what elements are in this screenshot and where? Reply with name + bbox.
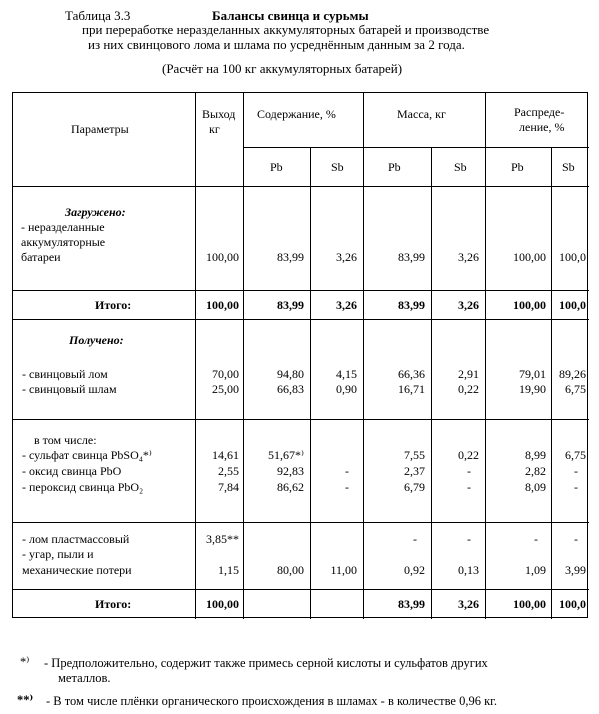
cell-yield: 2,55 — [218, 464, 239, 478]
row-name: - неразделанные — [21, 220, 105, 234]
cell-yield: 100,00 — [206, 298, 239, 312]
cell-pb-dist: 100,00 — [513, 597, 546, 611]
cell-sb-content: 0,90 — [336, 382, 357, 396]
header-yield: Выход — [202, 107, 236, 121]
cell-sb-mass: 2,91 — [458, 367, 479, 381]
cell-yield: 7,84 — [218, 480, 239, 494]
cell-pb-content: 83,99 — [277, 298, 304, 312]
row-name: - свинцовый шлам — [22, 382, 117, 396]
row-name: - угар, пыли и — [22, 547, 94, 561]
cell-pb-mass: - — [413, 532, 417, 546]
table-label: Таблица 3.3 — [65, 8, 131, 23]
cell-pb-dist: 8,99 — [525, 448, 546, 462]
cell-sb-mass: 0,22 — [458, 382, 479, 396]
footnote-1-cont: металлов. — [58, 671, 111, 685]
header-distribution: Распреде- — [514, 105, 565, 119]
rule — [13, 319, 589, 320]
cell-sb-content: 3,26 — [336, 298, 357, 312]
cell-sb-mass: 3,26 — [458, 298, 479, 312]
rule — [310, 147, 311, 619]
rule — [485, 93, 486, 619]
row-name: - свинцовый лом — [22, 367, 108, 381]
row-name: - пероксид свинца PbO₂ — [22, 480, 144, 494]
rule — [13, 589, 589, 590]
cell-pb-mass: 0,92 — [404, 563, 425, 577]
cell-sb-dist: - — [574, 480, 578, 494]
cell-sb-mass: - — [467, 480, 471, 494]
cell-pb-content: 92,83 — [277, 464, 304, 478]
caption-line-2: из них свинцового лома и шлама по усреднённым данным за 2 года. — [88, 37, 465, 52]
cell-pb-content: 86,62 — [277, 480, 304, 494]
cell-pb-mass: 83,99 — [398, 298, 425, 312]
caption-line-1: при переработке неразделанных аккумуляторных батарей и производстве — [82, 22, 490, 37]
cell-yield: 70,00 — [212, 367, 239, 381]
rule — [195, 93, 196, 619]
cell-yield: 100,00 — [206, 597, 239, 611]
section-including: в том числе: — [34, 433, 97, 447]
footnote-2: - В том числе плёнки органического происхождения в шламах - в количестве 0,96 кг. — [46, 694, 498, 708]
rule — [243, 93, 244, 619]
cell-sb-dist: 3,99 — [565, 563, 586, 577]
rule — [431, 147, 432, 619]
header-sb: Sb — [331, 160, 344, 174]
cell-pb-dist: 8,09 — [525, 480, 546, 494]
cell-pb-dist: 19,90 — [519, 382, 546, 396]
header-params: Параметры — [71, 122, 129, 136]
cell-pb-mass: 7,55 — [404, 448, 425, 462]
header-yield-unit: кг — [209, 122, 220, 136]
cell-pb-mass: 83,99 — [398, 597, 425, 611]
cell-sb-mass: - — [467, 532, 471, 546]
total-label: Итого: — [95, 298, 132, 312]
header-distribution-2: ление, % — [519, 120, 565, 134]
rule — [13, 290, 589, 291]
header-content: Содержание, % — [257, 107, 336, 121]
cell-sb-dist: 100,0 — [559, 597, 586, 611]
cell-sb-dist: 100,0 — [559, 298, 586, 312]
cell-sb-mass: 3,26 — [458, 250, 479, 264]
table-title: Балансы свинца и сурьмы — [212, 8, 369, 23]
header-sb: Sb — [454, 160, 467, 174]
footnote-2-mark: **⁾ — [17, 693, 34, 707]
cell-pb-content: 66,83 — [277, 382, 304, 396]
rule — [551, 147, 552, 619]
cell-sb-dist: 100,0 — [559, 250, 586, 264]
section-loaded: Загружено: — [65, 205, 126, 219]
footnote-1: - Предположительно, содержит также примесь серной кислоты и сульфатов других — [44, 656, 488, 670]
cell-sb-dist: 6,75 — [565, 448, 586, 462]
cell-sb-content: - — [345, 480, 349, 494]
header-pb: Pb — [388, 160, 401, 174]
cell-yield: 1,15 — [218, 563, 239, 577]
header-pb: Pb — [270, 160, 283, 174]
cell-pb-mass: 83,99 — [398, 250, 425, 264]
cell-pb-dist: 1,09 — [525, 563, 546, 577]
cell-sb-mass: - — [467, 464, 471, 478]
cell-yield: 100,00 — [206, 250, 239, 264]
cell-pb-content: 80,00 — [277, 563, 304, 577]
cell-pb-dist: 79,01 — [519, 367, 546, 381]
cell-pb-content: 94,80 — [277, 367, 304, 381]
cell-sb-dist: - — [574, 464, 578, 478]
caption-basis: (Расчёт на 100 кг аккумуляторных батарей) — [162, 61, 403, 76]
cell-pb-mass: 16,71 — [398, 382, 425, 396]
row-name: - лом пластмассовый — [22, 532, 130, 546]
rule — [13, 186, 589, 187]
section-received: Получено: — [69, 333, 124, 347]
cell-sb-dist: - — [574, 532, 578, 546]
row-name: аккумуляторные — [21, 235, 106, 249]
cell-pb-dist: 2,82 — [525, 464, 546, 478]
rule — [363, 93, 364, 619]
cell-pb-mass: 66,36 — [398, 367, 425, 381]
cell-yield: 25,00 — [212, 382, 239, 396]
cell-sb-dist: 6,75 — [565, 382, 586, 396]
cell-pb-content: 83,99 — [277, 250, 304, 264]
cell-sb-dist: 89,26 — [559, 367, 586, 381]
cell-yield: 14,61 — [212, 448, 239, 462]
cell-pb-dist: 100,00 — [513, 250, 546, 264]
cell-yield: 3,85** — [206, 532, 239, 546]
total-label: Итого: — [95, 597, 132, 611]
row-name: батареи — [21, 250, 61, 264]
rule — [13, 522, 589, 523]
cell-sb-content: - — [345, 464, 349, 478]
cell-pb-content: 51,67*⁾ — [268, 448, 304, 462]
cell-sb-content: 11,00 — [330, 563, 357, 577]
row-name: механические потери — [22, 563, 132, 577]
rule — [13, 419, 589, 420]
row-name: - сульфат свинца PbSO₄*⁾ — [22, 448, 152, 462]
header-pb: Pb — [511, 160, 524, 174]
cell-pb-dist: 100,00 — [513, 298, 546, 312]
header-mass: Масса, кг — [397, 107, 446, 121]
cell-sb-content: 3,26 — [336, 250, 357, 264]
cell-sb-mass: 0,13 — [458, 563, 479, 577]
cell-sb-mass: 3,26 — [458, 597, 479, 611]
cell-pb-mass: 2,37 — [404, 464, 425, 478]
row-name: - оксид свинца PbO — [22, 464, 122, 478]
cell-pb-mass: 6,79 — [404, 480, 425, 494]
footnote-1-mark: *⁾ — [20, 655, 30, 669]
cell-sb-content: 4,15 — [336, 367, 357, 381]
header-sb: Sb — [562, 160, 575, 174]
balance-table — [12, 92, 588, 618]
cell-pb-dist: - — [534, 532, 538, 546]
cell-sb-mass: 0,22 — [458, 448, 479, 462]
rule — [243, 147, 589, 148]
